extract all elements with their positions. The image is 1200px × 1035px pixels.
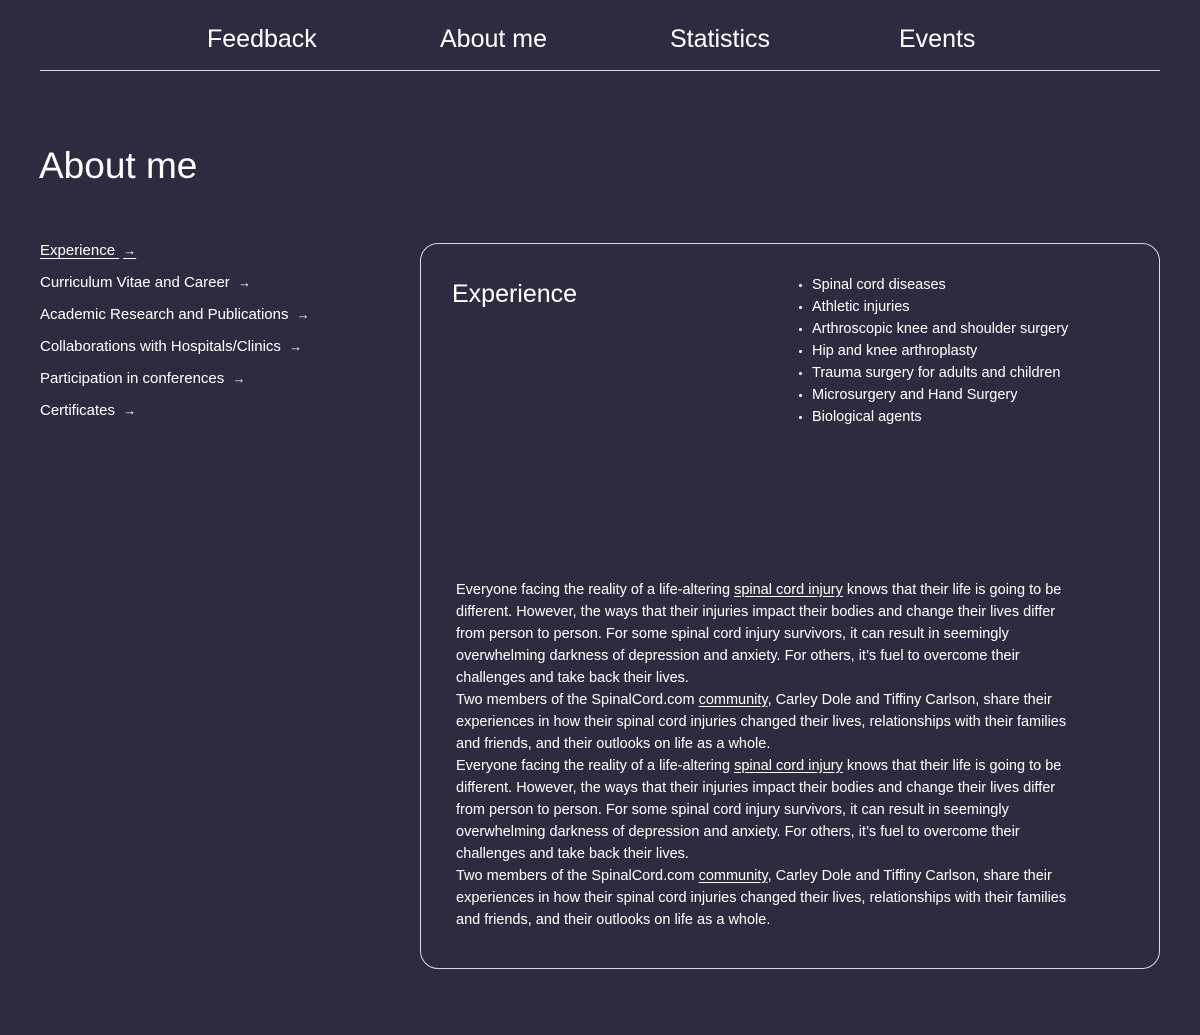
sidebar-link-research[interactable] (40, 306, 310, 323)
sidebar-navigation (40, 240, 400, 432)
arrow-right-icon: → (237, 275, 251, 290)
arrow-right-icon: → (296, 307, 310, 322)
sidebar-link-label: Certificates (40, 402, 116, 419)
sidebar-link-conferences[interactable] (40, 370, 245, 387)
arrow-right-icon: → (232, 371, 246, 386)
sidebar-link-label: Experience (40, 242, 116, 259)
paragraph (456, 755, 1071, 865)
sidebar-item-experience (40, 240, 400, 272)
sidebar-link-label: Academic Research and Publications (40, 306, 289, 323)
experience-card (420, 243, 1160, 969)
arrow-right-icon: → (123, 243, 137, 258)
sidebar-link-label: Collaborations with Hospitals/Clinics (40, 338, 281, 355)
nav-statistics[interactable]: Statistics (670, 25, 771, 53)
sidebar-link-label: Participation in conferences (40, 370, 225, 387)
nav-events[interactable]: Events (899, 25, 976, 53)
list-item: Trauma surgery for adults and children (799, 362, 1139, 384)
community-link[interactable]: community (698, 868, 768, 884)
sidebar-link-curriculum[interactable] (40, 274, 251, 291)
spinal-cord-injury-link[interactable]: spinal cord injury (734, 758, 843, 774)
list-item: Arthroscopic knee and shoulder surgery (799, 318, 1139, 340)
nav-feedback[interactable]: Feedback (207, 25, 317, 53)
page-title: About me (39, 145, 198, 186)
text: , Carley Dole and Tiffiny Carlson, share their experiences in how their spinal cord injuries changed their lives, relationships with their families and friends, and their outlooks on life as a whole. (456, 868, 1067, 928)
list-item: Microsurgery and Hand Surgery (799, 384, 1139, 406)
sidebar-item-research (40, 304, 400, 336)
sidebar-link-label: Curriculum Vitae and Career (40, 274, 230, 291)
paragraph (456, 579, 1071, 689)
sidebar-item-certificates (40, 400, 400, 432)
list-item: Spinal cord diseases (799, 274, 1139, 296)
sidebar-link-collaborations[interactable] (40, 338, 302, 355)
text: Everyone facing the reality of a life-altering (456, 582, 735, 598)
sidebar-item-collaborations (40, 336, 400, 368)
arrow-right-icon: → (289, 339, 303, 354)
text: , Carley Dole and Tiffiny Carlson, share their experiences in how their spinal cord injuries changed their lives, relationships with their families and friends, and their outlooks on life as a whole. (456, 692, 1067, 752)
text: Two members of the SpinalCord.com (456, 692, 699, 708)
text: Two members of the SpinalCord.com (456, 868, 699, 884)
arrow-right-icon: → (123, 403, 137, 418)
list-item: Hip and knee arthroplasty (799, 340, 1139, 362)
card-title: Experience (452, 280, 578, 308)
sidebar-link-certificates[interactable] (40, 402, 136, 419)
paragraph (456, 689, 1071, 755)
experience-list (799, 274, 1139, 428)
text: Everyone facing the reality of a life-altering (456, 758, 735, 774)
sidebar-item-curriculum (40, 272, 400, 304)
nav-about-me[interactable]: About me (440, 25, 548, 53)
list-item: Biological agents (799, 406, 1139, 428)
sidebar-link-experience[interactable] (40, 242, 136, 259)
list-item: Athletic injuries (799, 296, 1139, 318)
text: knows that their life is going to be different. However, the ways that their injuries impact their bodies and change their lives differ from person to person. For some spinal cord injury survivors, it can result in seemingly overwhelming darkness of depression and anxiety. For others, it’s fuel to overcome their challenges and take back their lives. (456, 582, 1062, 686)
top-navigation (40, 0, 1160, 71)
experience-text (456, 579, 1071, 931)
spinal-cord-injury-link[interactable]: spinal cord injury (734, 582, 843, 598)
community-link[interactable]: community (698, 692, 768, 708)
sidebar-item-conferences (40, 368, 400, 400)
paragraph (456, 865, 1071, 931)
text: knows that their life is going to be different. However, the ways that their injuries impact their bodies and change their lives differ from person to person. For some spinal cord injury survivors, it can result in seemingly overwhelming darkness of depression and anxiety. For others, it’s fuel to overcome their challenges and take back their lives. (456, 758, 1062, 862)
